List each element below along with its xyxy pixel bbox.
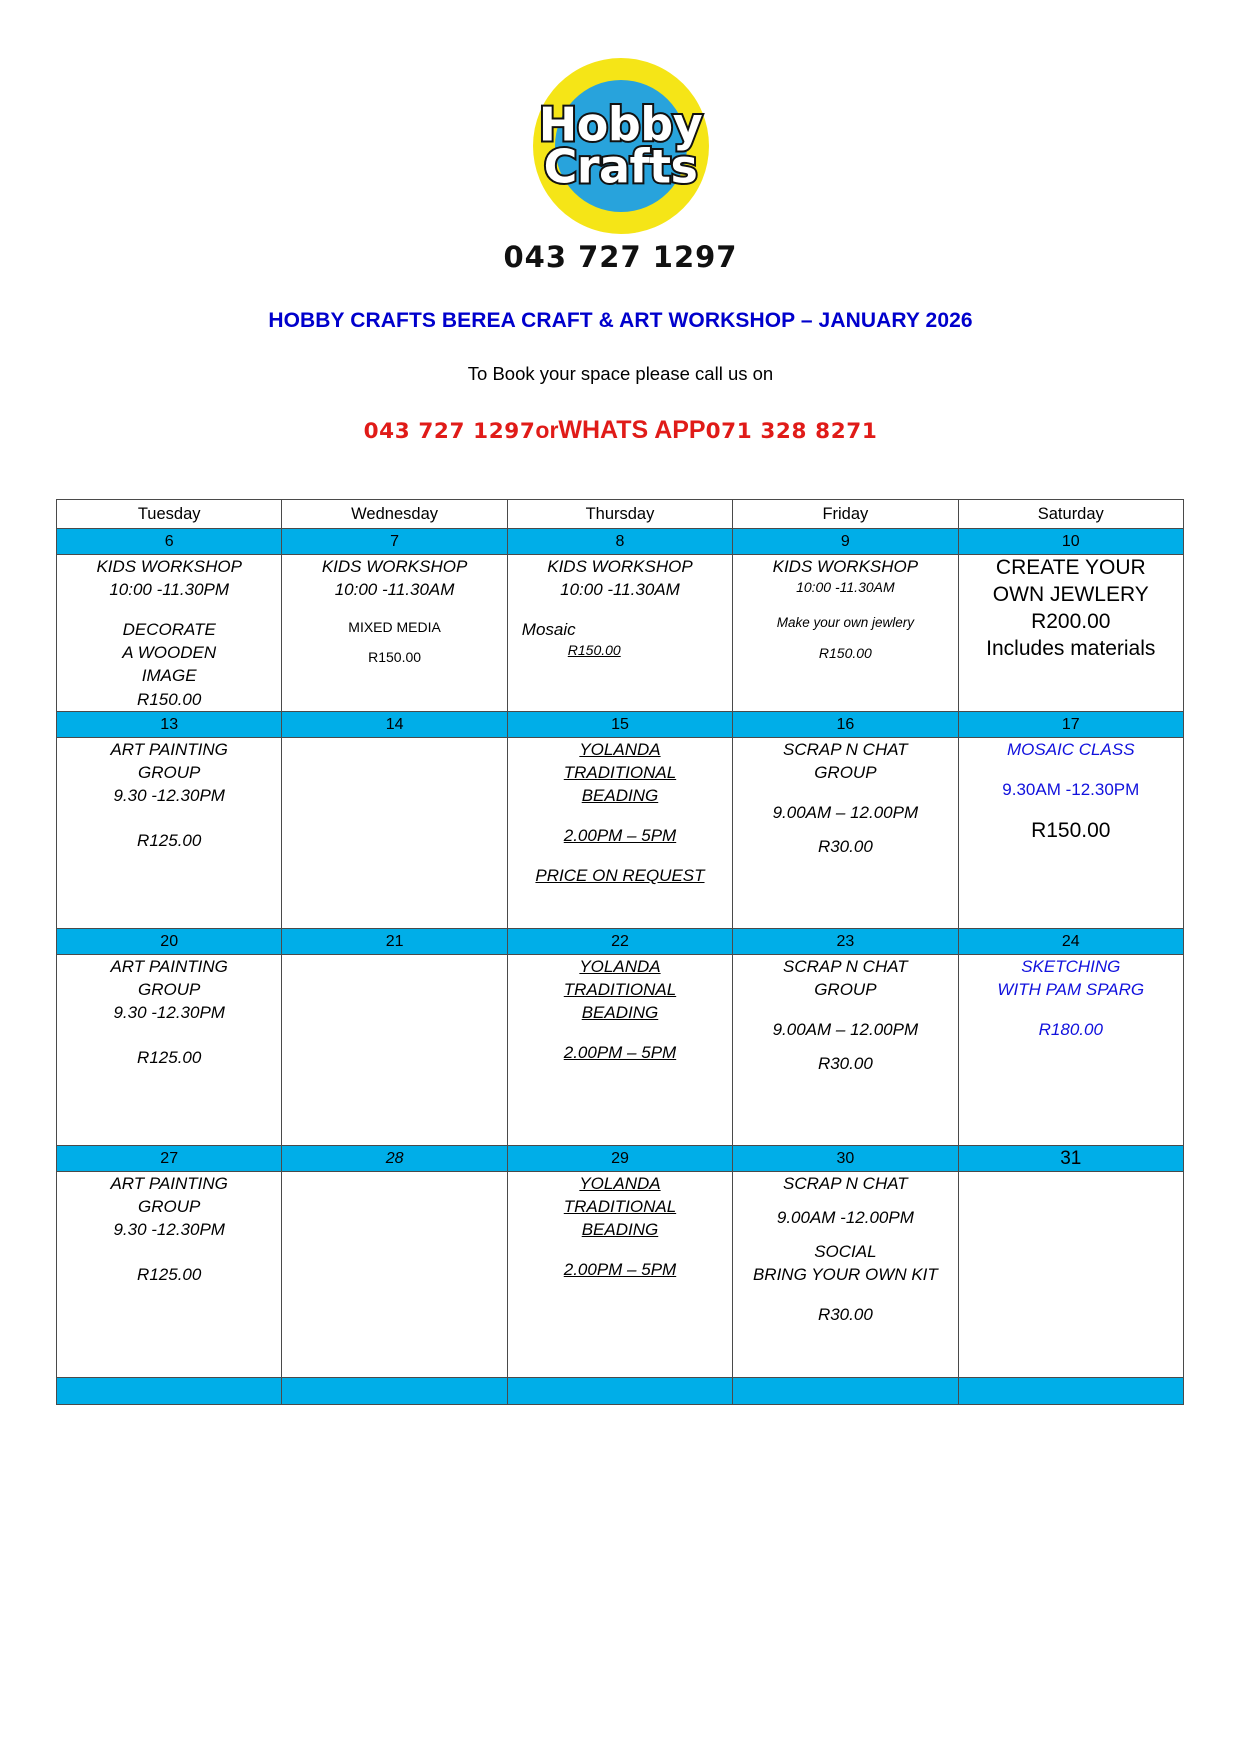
event-line: R150.00 <box>368 649 422 666</box>
logo-phone-number: 043 727 1297 <box>503 240 738 274</box>
date-cell-7[interactable]: 7 <box>282 529 507 555</box>
date-cell-15[interactable]: 15 <box>507 711 732 737</box>
logo-line-2: Crafts <box>543 140 698 194</box>
event-line: 2.00PM – 5PM <box>563 825 677 845</box>
event-cell[interactable] <box>958 1171 1183 1377</box>
event-line: BEADING <box>581 1219 659 1239</box>
event-line: Includes materials <box>986 636 1156 660</box>
calendar-event-row <box>57 954 1184 1145</box>
event-line: R150.00 <box>1031 818 1111 842</box>
event-line: ART PAINTING <box>110 956 228 976</box>
calendar-date-row <box>57 711 1184 737</box>
date-cell-27[interactable]: 27 <box>57 1145 282 1171</box>
calendar-event-row <box>57 1171 1184 1377</box>
event-line: BEADING <box>581 785 659 805</box>
date-cell-30[interactable]: 30 <box>733 1145 958 1171</box>
calendar-table <box>56 499 1184 1405</box>
event-line: R30.00 <box>817 1305 873 1325</box>
date-cell-31[interactable]: 31 <box>958 1145 1183 1171</box>
event-line: IMAGE <box>141 666 197 686</box>
event-line: 10:00 -11.30AM <box>334 580 455 600</box>
event-cell[interactable] <box>282 737 507 928</box>
event-line: 9.00AM – 12.00PM <box>772 802 919 822</box>
date-cell-14[interactable]: 14 <box>282 711 507 737</box>
event-cell[interactable] <box>733 1171 958 1377</box>
event-line: 9.30 -12.30PM <box>113 785 225 805</box>
date-cell-8[interactable]: 8 <box>507 529 732 555</box>
event-cell[interactable] <box>958 555 1183 712</box>
event-cell[interactable] <box>282 954 507 1145</box>
event-cell[interactable] <box>282 555 507 712</box>
event-line: 9.30 -12.30PM <box>113 1002 225 1022</box>
event-cell[interactable] <box>57 737 282 928</box>
calendar-footer-row <box>57 1377 1184 1404</box>
event-line: SKETCHING <box>1021 956 1121 976</box>
event-line: R125.00 <box>137 830 202 850</box>
event-line: 2.00PM – 5PM <box>563 1042 677 1062</box>
event-line: TRADITIONAL <box>563 762 677 782</box>
whatsapp-label: WHATS APP <box>558 416 706 444</box>
event-line: ART PAINTING <box>110 1173 228 1193</box>
phone-whatsapp: 071 328 8271 <box>705 419 878 444</box>
date-cell-28[interactable]: 28 <box>282 1145 507 1171</box>
event-line: PRICE ON REQUEST <box>535 866 705 886</box>
event-line: TRADITIONAL <box>563 1196 677 1216</box>
logo-block <box>0 0 1241 274</box>
event-line: GROUP <box>138 1196 201 1216</box>
event-line: 10:00 -11.30AM <box>796 579 895 596</box>
calendar-date-row <box>57 928 1184 954</box>
event-line: DECORATE <box>122 620 216 640</box>
event-line: 2.00PM – 5PM <box>563 1259 677 1279</box>
footer-cell <box>733 1377 958 1404</box>
event-line: A WOODEN <box>122 643 217 663</box>
footer-cell <box>958 1377 1183 1404</box>
footer-cell <box>507 1377 732 1404</box>
event-line: 9.00AM -12.00PM <box>776 1207 914 1227</box>
day-header-saturday: Saturday <box>958 500 1183 529</box>
calendar-event-row <box>57 555 1184 712</box>
date-cell-21[interactable]: 21 <box>282 928 507 954</box>
date-cell-22[interactable]: 22 <box>507 928 732 954</box>
page-title: HOBBY CRAFTS BEREA CRAFT & ART WORKSHOP – JANUARY 2026 <box>268 309 973 332</box>
event-line: R30.00 <box>817 836 873 856</box>
event-line: CREATE YOUR <box>995 556 1146 579</box>
event-line: SCRAP N CHAT <box>783 956 908 976</box>
date-cell-20[interactable]: 20 <box>57 928 282 954</box>
event-cell[interactable] <box>733 737 958 928</box>
date-cell-9[interactable]: 9 <box>733 529 958 555</box>
event-cell[interactable] <box>507 954 732 1145</box>
contact-line <box>0 416 1241 445</box>
event-line: TRADITIONAL <box>563 979 677 999</box>
calendar-event-row <box>57 737 1184 928</box>
event-line: KIDS WORKSHOP <box>321 557 468 576</box>
day-header-tuesday: Tuesday <box>57 500 282 529</box>
event-line: BEADING <box>581 1002 659 1022</box>
event-line: YOLANDA <box>579 956 661 976</box>
date-cell-16[interactable]: 16 <box>733 711 958 737</box>
phone-connector: or <box>535 417 559 443</box>
logo-line-1: Hobby <box>538 97 703 152</box>
day-header-wednesday: Wednesday <box>282 500 507 529</box>
event-line: R125.00 <box>137 1047 202 1067</box>
event-line: SCRAP N CHAT <box>783 1173 908 1193</box>
date-cell-10[interactable]: 10 <box>958 529 1183 555</box>
calendar-date-row <box>57 529 1184 555</box>
event-line: R150.00 <box>818 644 872 661</box>
date-cell-23[interactable]: 23 <box>733 928 958 954</box>
footer-cell <box>282 1377 507 1404</box>
day-header-friday: Friday <box>733 500 958 529</box>
event-line: YOLANDA <box>579 1173 661 1193</box>
event-line: SOCIAL <box>814 1241 877 1261</box>
event-line: ART PAINTING <box>110 739 228 759</box>
event-line: Mosaic <box>521 620 576 640</box>
event-line: R150.00 <box>137 689 202 709</box>
event-line: 10:00 -11.30AM <box>560 580 680 600</box>
event-cell[interactable] <box>733 954 958 1145</box>
event-line: MOSAIC CLASS <box>1007 739 1135 759</box>
event-line: KIDS WORKSHOP <box>547 557 693 576</box>
event-line: Make your own jewlery <box>776 615 915 631</box>
calendar-header-row <box>57 500 1184 529</box>
event-cell[interactable] <box>57 1171 282 1377</box>
logo-circle-outer <box>533 58 709 234</box>
event-line: 10:00 -11.30PM <box>109 580 230 600</box>
calendar-date-row <box>57 1145 1184 1171</box>
event-cell[interactable] <box>958 737 1183 928</box>
date-cell-13[interactable]: 13 <box>57 711 282 737</box>
event-line: GROUP <box>814 979 877 999</box>
event-line: SCRAP N CHAT <box>783 739 908 759</box>
calendar-wrapper <box>0 499 1241 1405</box>
event-line: KIDS WORKSHOP <box>96 557 242 576</box>
event-cell[interactable] <box>282 1171 507 1377</box>
logo-wordmark <box>516 97 726 194</box>
day-header-thursday: Thursday <box>507 500 732 529</box>
event-line: YOLANDA <box>579 739 661 759</box>
event-line: R200.00 <box>1031 609 1111 633</box>
event-cell[interactable] <box>507 1171 732 1377</box>
event-line: KIDS WORKSHOP <box>772 557 919 576</box>
date-cell-17[interactable]: 17 <box>958 711 1183 737</box>
event-line: 9.00AM – 12.00PM <box>772 1019 919 1039</box>
date-cell-6[interactable]: 6 <box>57 529 282 555</box>
event-cell[interactable] <box>507 737 732 928</box>
event-line: 9.30 -12.30PM <box>113 1219 225 1239</box>
event-line: R125.00 <box>137 1264 202 1284</box>
booking-instruction: To Book your space please call us on <box>467 363 774 384</box>
event-line: BRING YOUR OWN KIT <box>752 1264 938 1284</box>
event-line: GROUP <box>138 979 201 999</box>
event-line: R30.00 <box>817 1053 873 1073</box>
event-line: MIXED MEDIA <box>348 619 441 636</box>
footer-cell <box>57 1377 282 1404</box>
event-line: WITH PAM SPARG <box>997 979 1145 999</box>
event-cell[interactable] <box>958 954 1183 1145</box>
event-line: R150.00 <box>567 642 621 659</box>
date-cell-24[interactable]: 24 <box>958 928 1183 954</box>
event-line: OWN JEWLERY <box>992 582 1149 606</box>
event-cell[interactable] <box>507 555 732 712</box>
event-cell[interactable] <box>57 954 282 1145</box>
event-line: GROUP <box>138 762 201 782</box>
event-cell[interactable] <box>733 555 958 712</box>
event-line: R180.00 <box>1038 1019 1103 1039</box>
event-line: GROUP <box>814 762 877 782</box>
event-cell[interactable] <box>57 555 282 712</box>
event-line: 9.30AM -12.30PM <box>1002 779 1140 799</box>
phone-primary: 043 727 1297 <box>363 419 536 444</box>
date-cell-29[interactable]: 29 <box>507 1145 732 1171</box>
